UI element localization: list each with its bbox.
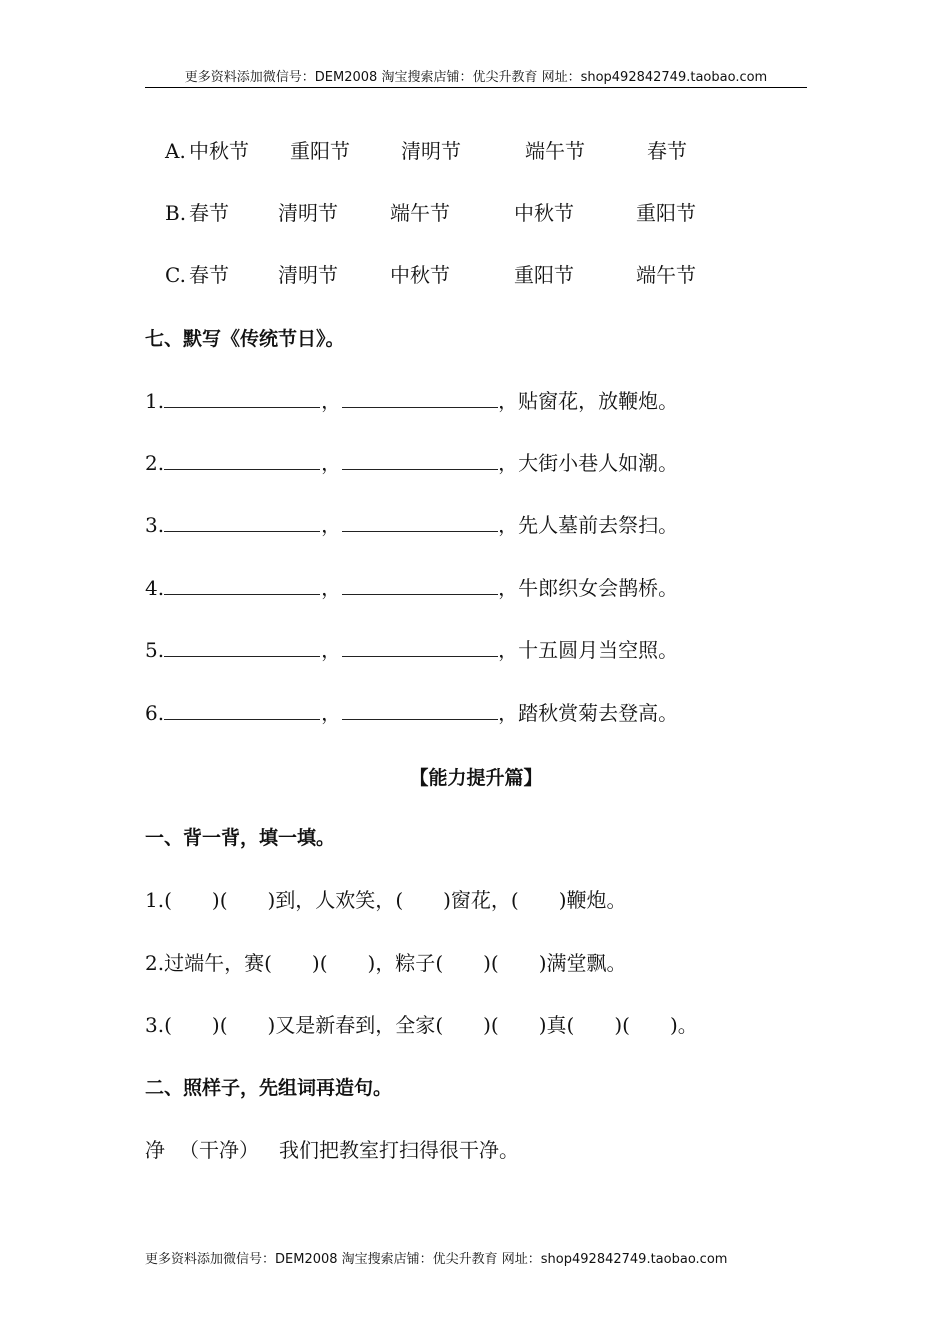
answer-blank[interactable] bbox=[342, 513, 498, 532]
option-item: 端午节 bbox=[390, 201, 450, 225]
line-tail: ，贴窗花，放鞭炮。 bbox=[498, 389, 679, 413]
dictation-line-2 bbox=[145, 450, 678, 476]
line-text: 窗花， bbox=[450, 888, 511, 912]
answer-blank[interactable] bbox=[342, 638, 498, 657]
answer-blank[interactable] bbox=[164, 638, 320, 657]
option-label: A. bbox=[165, 139, 186, 163]
option-item: 清明节 bbox=[401, 139, 461, 163]
fill-paren[interactable]: ( ) bbox=[219, 1013, 276, 1037]
line-number: 1. bbox=[145, 389, 165, 413]
line-number: 1. bbox=[145, 888, 165, 912]
line-tail: ，十五圆月当空照。 bbox=[498, 638, 679, 662]
option-item: 中秋节 bbox=[189, 139, 249, 163]
line-tail: ，大街小巷人如潮。 bbox=[498, 451, 679, 475]
fill-paren[interactable]: ( ) bbox=[566, 1013, 623, 1037]
comma: ， bbox=[321, 451, 342, 475]
option-item: 春节 bbox=[189, 201, 229, 225]
comma: ， bbox=[321, 701, 342, 725]
example-sentence: 我们把教室打扫得很干净。 bbox=[279, 1138, 519, 1162]
comma: ， bbox=[321, 638, 342, 662]
option-item: 春节 bbox=[647, 139, 687, 163]
line-number: 4. bbox=[145, 576, 165, 600]
comma: ， bbox=[321, 576, 342, 600]
dictation-line-5 bbox=[145, 637, 678, 663]
line-number: 5. bbox=[145, 638, 165, 662]
answer-blank[interactable] bbox=[164, 701, 320, 720]
line-text: ，粽子 bbox=[375, 951, 436, 975]
question-1-title: 一、背一背，填一填。 bbox=[145, 827, 336, 849]
line-text: 鞭炮。 bbox=[566, 888, 627, 912]
comma: ， bbox=[321, 513, 342, 537]
example-char: 净 bbox=[145, 1138, 165, 1162]
line-text: 。 bbox=[677, 1013, 698, 1037]
example-line bbox=[145, 1137, 519, 1163]
answer-blank[interactable] bbox=[342, 701, 498, 720]
option-item: 重阳节 bbox=[636, 201, 696, 225]
ability-section-title: 【能力提升篇】 bbox=[409, 767, 543, 789]
line-tail: ，牛郎织女会鹊桥。 bbox=[498, 576, 679, 600]
option-item: 重阳节 bbox=[290, 139, 350, 163]
fill-paren[interactable]: ( ) bbox=[490, 951, 547, 975]
option-item: 端午节 bbox=[636, 263, 696, 287]
question-2-title: 二、照样子，先组词再造句。 bbox=[145, 1077, 393, 1099]
line-text: 满堂飘。 bbox=[546, 951, 627, 975]
fill-line-3 bbox=[145, 1012, 698, 1038]
answer-blank[interactable] bbox=[342, 389, 498, 408]
option-item: 重阳节 bbox=[514, 263, 574, 287]
fill-paren[interactable]: ( ) bbox=[435, 951, 491, 975]
line-number: 2. bbox=[145, 951, 165, 975]
line-text: 过端午，赛 bbox=[164, 951, 265, 975]
line-tail: ，踏秋赏菊去登高。 bbox=[498, 701, 679, 725]
page-header: 更多资料添加微信号：DEM2008 淘宝搜索店铺：优尖升教育 网址：shop492842749.taobao.com bbox=[184, 70, 768, 85]
dictation-line-6 bbox=[145, 700, 678, 726]
fill-line-1 bbox=[145, 887, 627, 913]
fill-paren[interactable]: ( ) bbox=[319, 951, 376, 975]
comma: ， bbox=[321, 389, 342, 413]
fill-paren[interactable]: ( ) bbox=[510, 888, 567, 912]
example-word: （干净） bbox=[179, 1138, 259, 1162]
answer-blank[interactable] bbox=[164, 389, 320, 408]
fill-paren[interactable]: ( ) bbox=[219, 888, 276, 912]
option-label: B. bbox=[165, 201, 187, 225]
fill-paren[interactable]: ( ) bbox=[164, 888, 220, 912]
fill-paren[interactable]: ( ) bbox=[264, 951, 320, 975]
page-footer: 更多资料添加微信号：DEM2008 淘宝搜索店铺：优尖升教育 网址：shop492842749.taobao.com bbox=[145, 1252, 728, 1267]
answer-blank[interactable] bbox=[342, 576, 498, 595]
dictation-line-4 bbox=[145, 575, 678, 601]
line-number: 2. bbox=[145, 451, 165, 475]
option-item: 清明节 bbox=[278, 201, 338, 225]
option-item: 清明节 bbox=[278, 263, 338, 287]
answer-blank[interactable] bbox=[164, 451, 320, 470]
dictation-line-1 bbox=[145, 388, 678, 414]
header-divider bbox=[145, 87, 807, 88]
option-item: 中秋节 bbox=[514, 201, 574, 225]
answer-blank[interactable] bbox=[342, 451, 498, 470]
fill-paren[interactable]: ( ) bbox=[395, 888, 451, 912]
dictation-line-3 bbox=[145, 512, 678, 538]
line-number: 3. bbox=[145, 1013, 165, 1037]
fill-paren[interactable]: ( ) bbox=[435, 1013, 491, 1037]
fill-line-2 bbox=[145, 950, 627, 976]
option-label: C. bbox=[165, 263, 186, 287]
line-number: 3. bbox=[145, 513, 165, 537]
fill-paren[interactable]: ( ) bbox=[490, 1013, 547, 1037]
line-tail: ，先人墓前去祭扫。 bbox=[498, 513, 679, 537]
answer-blank[interactable] bbox=[164, 576, 320, 595]
line-text: 真 bbox=[546, 1013, 567, 1037]
answer-blank[interactable] bbox=[164, 513, 320, 532]
fill-paren[interactable]: ( ) bbox=[164, 1013, 220, 1037]
line-text: 又是新春到，全家 bbox=[275, 1013, 436, 1037]
line-text: 到，人欢笑， bbox=[275, 888, 396, 912]
option-item: 端午节 bbox=[525, 139, 585, 163]
section-7-title: 七、默写《传统节日》。 bbox=[145, 328, 345, 350]
option-item: 春节 bbox=[189, 263, 229, 287]
option-item: 中秋节 bbox=[390, 263, 450, 287]
line-number: 6. bbox=[145, 701, 165, 725]
fill-paren[interactable]: ( ) bbox=[622, 1013, 678, 1037]
